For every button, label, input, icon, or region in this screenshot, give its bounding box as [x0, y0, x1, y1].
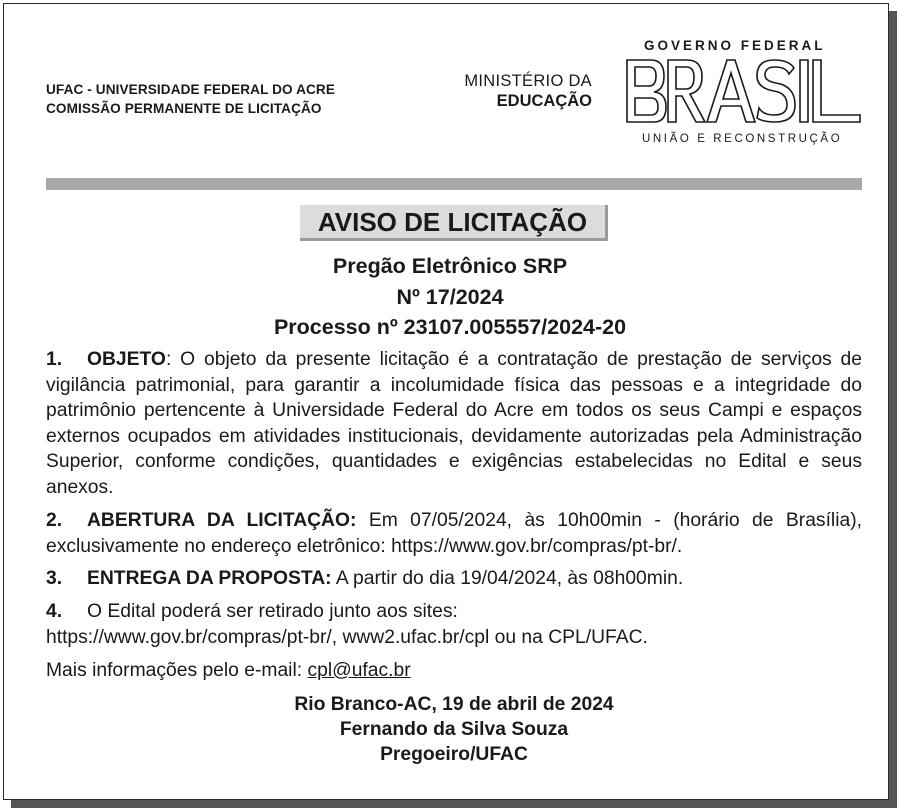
brasil-logo — [624, 58, 862, 124]
contact-prefix: Mais informações pelo e-mail: — [46, 660, 308, 681]
ministry-line2: EDUCAÇÃO — [496, 92, 592, 110]
notice-title: AVISO DE LICITAÇÃO — [300, 205, 608, 241]
item-label: ENTREGA DA PROPOSTA: — [87, 568, 332, 589]
item-label: ABERTURA DA LICITAÇÃO: — [87, 510, 357, 531]
item-text: : O objeto da presente licitação é a contratação de prestação de serviços de vigilância patrimonial, para garantir a incolumidade física das pessoas e a integridade do patrimônio pertencente à Universidade Federal do Acre em todos os seus Campi e espaços externos ocupados em atividades institucionais, devidamente autorizadas pela Administração Superior, conforme condições, quantidades e exigências estabelecidas no Edital e seus anexos. — [46, 349, 862, 498]
item-text: A partir do dia 19/04/2024, às 08h00min. — [331, 568, 684, 589]
ministry-line1: MINISTÉRIO DA — [464, 72, 592, 90]
item-number: 3. — [46, 568, 63, 589]
signature-name: Fernando da Silva Souza — [339, 719, 569, 740]
header-divider — [46, 178, 862, 190]
item-text: O Edital poderá ser retirado junto aos sites: — [87, 601, 458, 622]
item-number: 2. — [46, 510, 63, 531]
notice-subtitle-number: Nº 17/2024 — [396, 285, 504, 309]
item-entrega — [46, 566, 862, 592]
item-abertura — [46, 508, 862, 559]
commission-name: COMISSÃO PERMANENTE DE LICITAÇÃO — [46, 101, 322, 116]
signature-role: Pregoeiro/UFAC — [380, 744, 528, 765]
institution-header — [46, 80, 335, 118]
item-objeto — [46, 347, 862, 500]
item-number: 1. — [46, 349, 63, 370]
signature-place-date: Rio Branco-AC, 19 de abril de 2024 — [294, 694, 614, 715]
item-edital — [46, 599, 862, 650]
contact-line — [46, 658, 862, 684]
gov-subtitle: UNIÃO E RECONSTRUÇÃO — [642, 133, 843, 145]
notice-subtitle-process: Processo nº 23107.005557/2024-20 — [273, 315, 627, 339]
gov-title: GOVERNO FEDERAL — [644, 38, 826, 53]
item-label: OBJETO — [87, 349, 166, 370]
item-number: 4. — [46, 601, 63, 622]
contact-email-link[interactable]: cpl@ufac.br — [307, 660, 411, 681]
notice-subtitle-modality: Pregão Eletrônico SRP — [332, 254, 568, 278]
item-sites: https://www.gov.br/compras/pt-br/, www2.ufac.br/cpl ou na CPL/UFAC. — [46, 626, 648, 648]
item-text: Em 07/05/2024, às 10h00min - (horário de Brasília), exclusivamente no endereço eletrônico: https://www.gov.br/compras/pt-br/. — [46, 510, 862, 557]
institution-name: UFAC - UNIVERSIDADE FEDERAL DO ACRE — [46, 82, 335, 97]
ministry-logo — [454, 71, 592, 111]
